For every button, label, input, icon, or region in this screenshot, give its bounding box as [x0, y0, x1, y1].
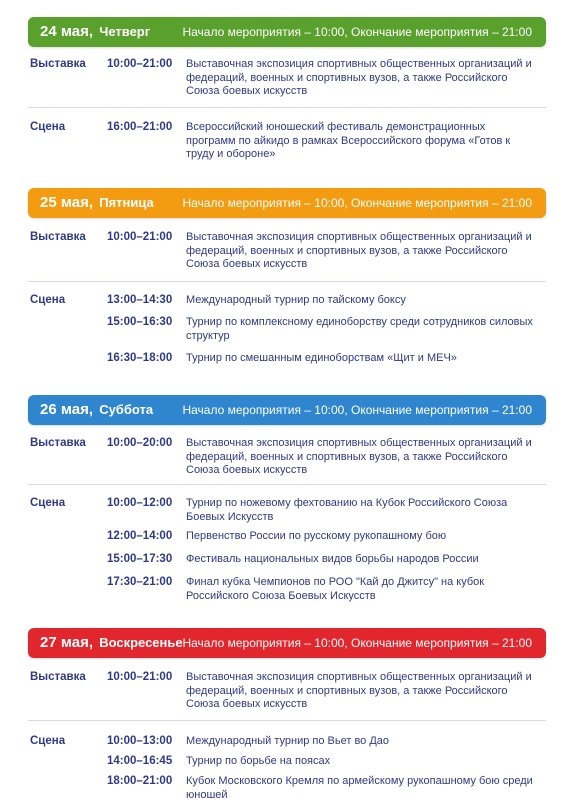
day-header-26: [28, 395, 546, 425]
event-description: Выставочная экспозиция спортивных общественных организаций и федераций, военных и спортивных вузов, а также Российского Союза боевых искусств: [186, 58, 532, 97]
event-description: Выставочная экспозиция спортивных общественных организаций и федераций, военных и спортивных вузов, а также Российского Союза боевых искусств: [186, 671, 532, 710]
day-header-25: [28, 188, 546, 218]
event-description: Турнир по комплексному единоборству среди сотрудников силовых структур: [186, 316, 533, 342]
event-time: 16:00–21:00: [107, 121, 173, 133]
event-label: Выставка: [30, 231, 86, 243]
event-description: Финал кубка Чемпионов по РОО "Кай до Джитсу" на кубок Российского Союза Боевых Искусств: [186, 576, 485, 602]
event-time: 10:00–21:00: [107, 58, 173, 70]
event-label: Выставка: [30, 437, 86, 449]
event-description: Кубок Московского Кремля по армейскому рукопашному бою среди юношей: [186, 775, 533, 801]
divider: [28, 107, 546, 108]
event-description: Выставочная экспозиция спортивных общественных организаций и федераций, военных и спортивных вузов, а также Российского Союза боевых искусств: [186, 231, 532, 270]
day-title: [40, 634, 183, 651]
day-weekday: Суббота: [99, 402, 154, 417]
event-description: Турнир по ножевому фехтованию на Кубок Российского Союза Боевых Искусств: [186, 497, 508, 523]
event-label: Сцена: [30, 497, 66, 509]
event-description: Турнир по борьбе на поясах: [186, 755, 331, 767]
day-date: 24 мая,: [40, 23, 94, 40]
event-time: 10:00–21:00: [107, 671, 173, 683]
event-time: 14:00–16:45: [107, 755, 173, 767]
day-header-24: [28, 17, 546, 47]
event-label: Сцена: [30, 294, 66, 306]
event-time: 15:00–17:30: [107, 553, 173, 565]
event-time: 15:00–16:30: [107, 316, 173, 328]
day-date: 26 мая,: [40, 401, 94, 418]
event-description: Выставочная экспозиция спортивных общественных организаций и федераций, военных и спортивных вузов, а также Российского Союза боевых искусств: [186, 437, 532, 476]
event-time: 10:00–13:00: [107, 735, 173, 747]
event-description: Фестиваль национальных видов борьбы народов России: [186, 553, 479, 565]
event-label: Выставка: [30, 58, 86, 70]
day-hours: Начало мероприятия – 10:00, Окончание мероприятия – 21:00: [182, 25, 532, 39]
divider: [28, 484, 546, 485]
event-description: Турнир по смешанным единоборствам «Щит и МЕЧ»: [186, 352, 457, 364]
day-date: 27 мая,: [40, 634, 94, 651]
event-time: 12:00–14:00: [107, 530, 173, 542]
day-hours: Начало мероприятия – 10:00, Окончание мероприятия – 21:00: [182, 403, 532, 417]
divider: [28, 720, 546, 721]
event-time: 10:00–21:00: [107, 231, 173, 243]
day-weekday: Пятница: [99, 195, 154, 210]
event-description: Международный турнир по Вьет во Дао: [186, 735, 390, 747]
event-time: 10:00–12:00: [107, 497, 173, 509]
event-time: 18:00–21:00: [107, 775, 173, 787]
event-time: 16:30–18:00: [107, 352, 173, 364]
divider: [28, 281, 546, 282]
day-title: [40, 401, 153, 418]
day-hours: Начало мероприятия – 10:00, Окончание мероприятия – 21:00: [182, 196, 532, 210]
event-label: Выставка: [30, 671, 86, 683]
event-time: 13:00–14:30: [107, 294, 173, 306]
day-header-27: [28, 628, 546, 658]
day-weekday: Воскресенье: [99, 635, 183, 650]
day-date: 25 мая,: [40, 194, 94, 211]
day-weekday: Четверг: [99, 24, 151, 39]
day-title: [40, 194, 154, 211]
event-description: Всероссийский юношеский фестиваль демонстрационных программ по айкидо в рамках Всероссийского форума «Готов к труду и обороне»: [186, 121, 511, 160]
day-title: [40, 23, 150, 40]
event-description: Международный турнир по тайскому боксу: [186, 294, 406, 306]
event-time: 10:00–20:00: [107, 437, 173, 449]
day-hours: Начало мероприятия – 10:00, Окончание мероприятия – 21:00: [182, 636, 532, 650]
event-label: Сцена: [30, 121, 66, 133]
event-description: Первенство России по русскому рукопашному бою: [186, 530, 447, 542]
event-label: Сцена: [30, 735, 66, 747]
event-time: 17:30–21:00: [107, 576, 173, 588]
